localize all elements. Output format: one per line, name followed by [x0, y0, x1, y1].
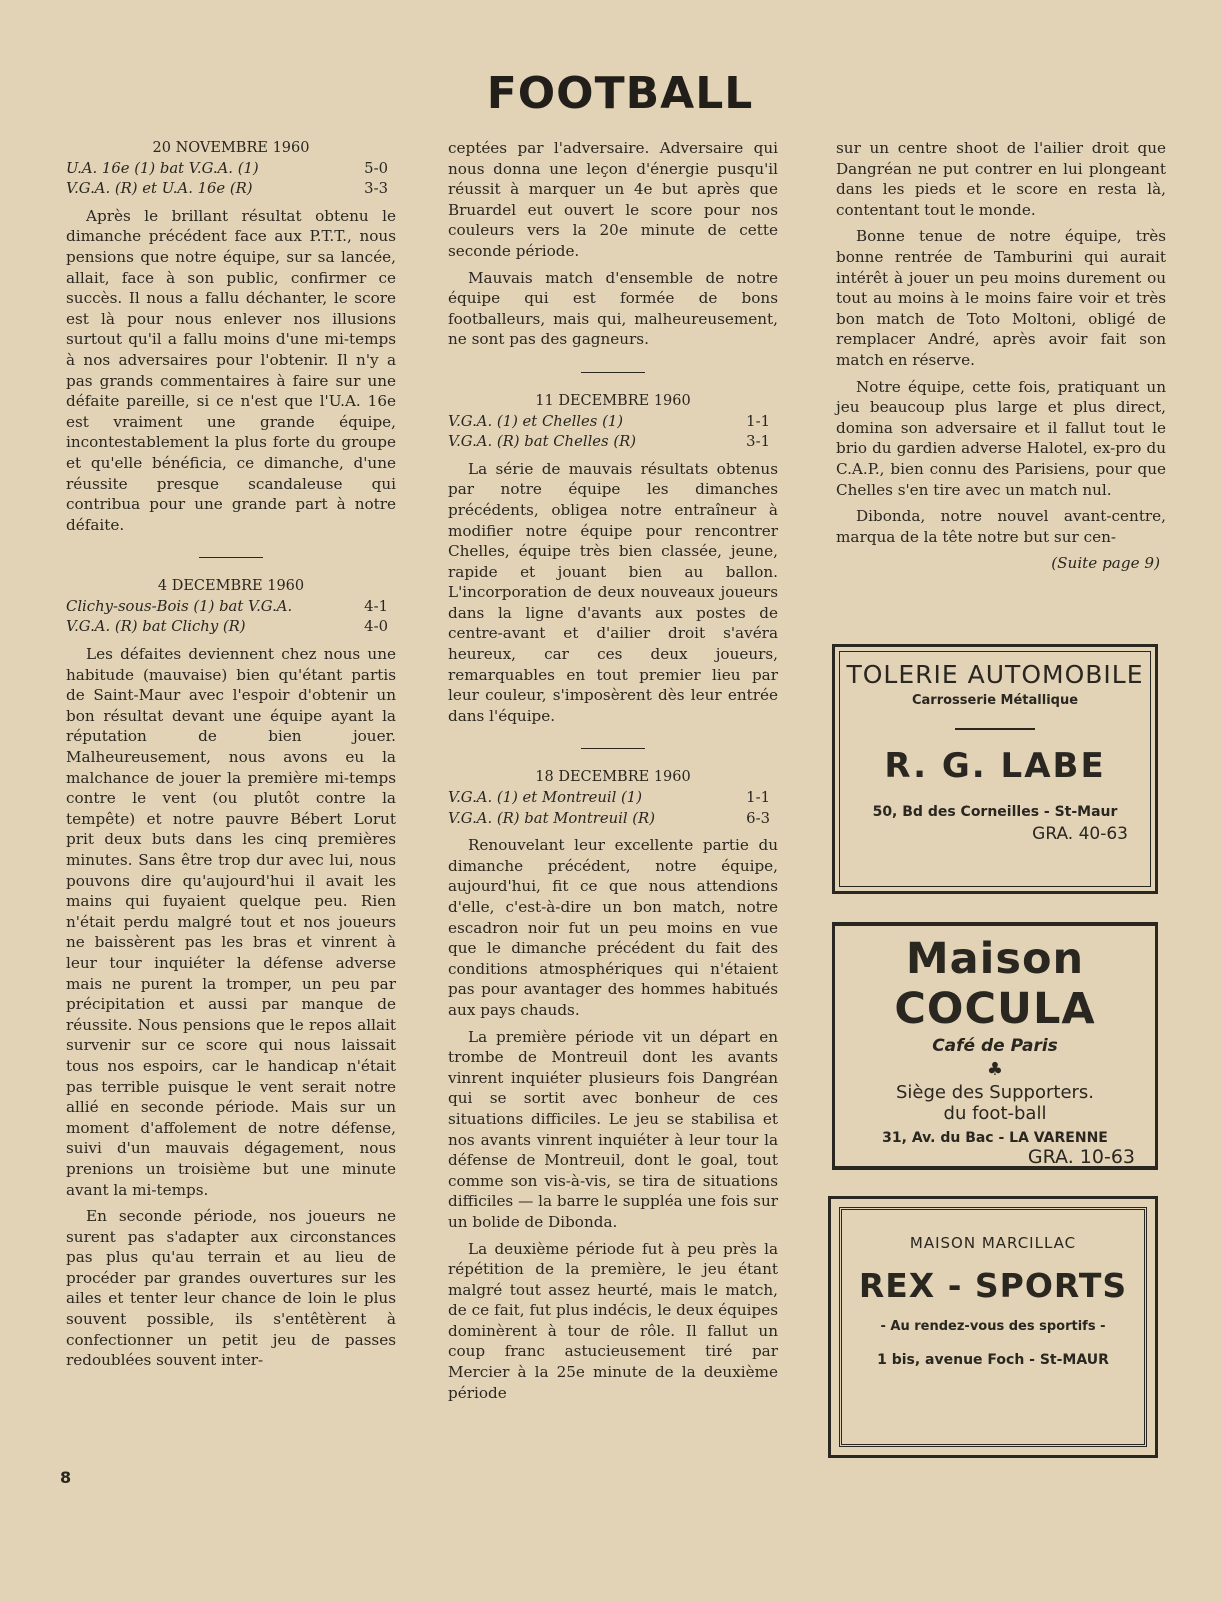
article-paragraph: Bonne tenue de notre équipe, très bonne rentrée de Tamburini qui aurait intérêt à jouer un peu moins durement ou tout au moins à le moins faire voir et très bon match de Toto Moltoni, obligé de remplacer André, après avoir fait son match en réserve. [836, 227, 1166, 369]
article-paragraph: La série de mauvais résultats obtenus par notre équipe les dimanches précédents, obligea notre entraîneur à modifier notre équipe pour rencontrer Chelles, équipe très bien classée, jeune, rapide et jouant bien au ballon. L'incorporation de deux nouveaux joueurs dans la ligne d'avants aux postes de centre-avant et d'ailier droit s'avéra heureux, car ces deux joueurs, remarquables en tout premier lieu par leur couleur, s'imposèrent dès leur entrée dans l'équipe. [448, 459, 778, 725]
result-text: V.G.A. (R) bat Montreuil (R) [448, 809, 655, 827]
article-paragraph: Les défaites deviennent chez nous une habitude (mauvaise) bien qu'étant partis de Saint-Maur avec l'espoir d'obtenir un bon résultat devant une équipe ayant la réputation de bien jouer. Malheureusement, nous avons eu la malchance de jouer la première mi-temps contre le vent (ou plutôt contre la tempête) et notre pauvre Bébert Lorut prit deux buts dans les cinq premières minutes. Sans être trop dur avec lui, nous pouvons dire qu'aujourd'hui il avait les mains qui fuyaient quelque peu. Rien n'était perdu malgré tout et nos joueurs ne baissèrent pas les bras et vinrent à leur tour inquiéter la défense adverse mais ne purent la tromper, un peu par précipitation et aussi par manque de réussite. Nous pensions que le repos allait survenir sur ce score qui nous laissait tous nos espoirs, car le handicap n'était pas terrible puisque le vent serait notre allié en seconde période. Mais sur un moment d'affolement de notre défense, suivi d'un mauvais dégagement, nous prenions un troisième but une minute avant la mi-temps. [66, 645, 396, 1199]
ad-business-name: REX - SPORTS [858, 1266, 1128, 1305]
section-divider [199, 557, 263, 558]
page-title: FOOTBALL [486, 68, 754, 119]
section-divider [581, 372, 645, 373]
result-text: V.G.A. (R) bat Chelles (R) [448, 433, 637, 451]
ad-business-name: Maison COCULA [894, 934, 1096, 1034]
ad-phone: GRA. 10-63 [1027, 1146, 1135, 1168]
ad-address: 31, Av. du Bac - LA VARENNE [882, 1130, 1108, 1146]
ornament-icon: ♣ [986, 1059, 1004, 1080]
ad-divider [955, 728, 1035, 730]
result-score: 1-1 [746, 412, 770, 430]
match-result [448, 809, 778, 830]
ad-subheading: Carrosserie Métallique [911, 693, 1079, 708]
match-date: 11 DECEMBRE 1960 [535, 392, 691, 409]
ad-heading: MAISON MARCILLAC [909, 1234, 1077, 1252]
advertisement-cocula [832, 922, 1158, 1170]
advertisement-tolerie [832, 644, 1158, 894]
result-text: U.A. 16e (1) bat V.G.A. (1) [66, 159, 259, 177]
result-score: 3-1 [746, 433, 770, 451]
result-score: 4-0 [364, 618, 388, 636]
match-date: 20 NOVEMBRE 1960 [152, 140, 310, 156]
match-result [66, 179, 396, 200]
article-paragraph: Renouvelant leur excellente partie du dimanche précédent, notre équipe, aujourd'hui, fit ce que nous attendions d'elle, c'est-à-dire un bon match, notre escadron noir fut un peu moins en vue que le dimanche précédent du fait des conditions atmosphériques qui n'étaient pas pour avantager des hommes habitués aux pays chauds. [448, 836, 778, 1019]
article-paragraph: Dibonda, notre nouvel avant-centre, marqua de la tête notre but sur cen- [836, 507, 1166, 546]
match-result [448, 412, 778, 433]
result-score: 6-3 [746, 809, 770, 827]
result-score: 4-1 [364, 597, 388, 615]
result-text: V.G.A. (R) et U.A. 16e (R) [66, 180, 253, 198]
article-paragraph: En seconde période, nos joueurs ne surent pas s'adapter aux circonstances pas plus qu'au terrain et au lieu de procéder par grandes ouvertures sur les ailes et tenter leur chance de loin le plus souvent possible, ils s'entêtèrent à confectionner un petit jeu de passes redoublées souvent inter- [66, 1207, 396, 1370]
column-2 [448, 138, 778, 1403]
article-paragraph: sur un centre shoot de l'ailier droit que Dangréan ne put contrer en lui plongeant dans les pieds et le score en resta là, contentant tout le monde. [836, 139, 1166, 219]
article-paragraph: Après le brillant résultat obtenu le dimanche précédent face aux P.T.T., nous pensions que notre équipe, sur sa lancée, allait, face à son public, confirmer ce succès. Il nous a fallu déchanter, le score est là pour nous enlever nos illusions surtout qu'il a fallu moins d'une mi-temps à nos adversaires pour l'obtenir. Il n'y a pas grands commentaires à faire sur une défaite pareille, si ce n'est que l'U.A. 16e est vraiment une grande équipe, incontestablement la plus forte du groupe et qu'elle bénéficia, ce dimanche, d'une réussite presque scandaleuse qui contribua pour une grande part à notre défaite. [66, 206, 396, 534]
result-text: V.G.A. (1) et Chelles (1) [448, 412, 624, 430]
ad-line: Siège des Supporters. [895, 1082, 1095, 1103]
match-date: 4 DECEMBRE 1960 [157, 578, 305, 595]
match-result [66, 617, 396, 638]
result-score: 1-1 [746, 789, 770, 807]
ad-phone: GRA. 40-63 [1032, 824, 1128, 844]
ad-address: 1 bis, avenue Foch - St-MAUR [877, 1352, 1109, 1368]
ad-address: 50, Bd des Corneilles - St-Maur [872, 804, 1118, 820]
ad-heading: TOLERIE AUTOMOBILE [846, 660, 1144, 689]
match-result [66, 597, 396, 618]
match-result [448, 432, 778, 453]
advertisement-rex-sports [828, 1196, 1158, 1458]
ad-subheading: Café de Paris [932, 1036, 1058, 1056]
result-text: V.G.A. (1) et Montreuil (1) [448, 789, 642, 807]
article-paragraph: Mauvais match d'ensemble de notre équipe qui est formée de bons footballeurs, mais qui, malheureusement, ne sont pas des gagneurs. [448, 268, 778, 349]
match-date: 18 DECEMBRE 1960 [535, 769, 691, 786]
result-text: V.G.A. (R) bat Clichy (R) [66, 618, 246, 636]
match-result [66, 159, 396, 180]
result-score: 5-0 [364, 159, 388, 177]
result-score: 3-3 [364, 180, 388, 198]
match-result [448, 788, 778, 809]
page-number: 8 [60, 1468, 72, 1487]
column-3 [836, 138, 1166, 574]
section-divider [581, 748, 645, 749]
article-paragraph: ceptées par l'adversaire. Adversaire qui nous donna une leçon d'énergie pusqu'il réussit à marquer un 4e but après que Bruardel eut ouvert le score pour nos couleurs vers la 20e minute de cette seconde période. [448, 139, 778, 260]
ad-tagline: - Au rendez-vous des sportifs - [880, 1319, 1106, 1334]
ad-line: du foot-ball [943, 1103, 1047, 1124]
article-paragraph: La première période vit un départ en trombe de Montreuil dont les avants vinrent inquiéter plusieurs fois Dangréan qui se sortit avec bonheur de ces situations difficiles. Le jeu se stabilisa et nos avants vinrent inquiéter à leur tour la défense de Montreuil, dont le goal, tout comme son vis-à-vis, se tira de situations difficiles — la barre le suppléa une fois sur un bolide de Dibonda. [448, 1027, 778, 1231]
article-paragraph: Notre équipe, cette fois, pratiquant un jeu beaucoup plus large et plus direct, domina son adversaire et il fallut tout le brio du gardien adverse Halotel, ex-pro du C.A.P., bien connu des Parisiens, pour que Chelles s'en tire avec un match nul. [836, 377, 1166, 499]
result-text: Clichy-sous-Bois (1) bat V.G.A. [66, 597, 293, 615]
article-paragraph: La deuxième période fut à peu près la répétition de la première, le jeu étant malgré tout assez heurté, mais le match, de ce fait, fut plus indécis, le deux équipes dominèrent à tour de rôle. Il fallut un coup franc astucieusement tiré par Mercier à la 25e minute de la deuxième période [448, 1239, 778, 1402]
ad-business-name: R. G. LABE [884, 746, 1106, 786]
continued-note: (Suite page 9) [1051, 554, 1160, 573]
column-1 [66, 138, 396, 1371]
